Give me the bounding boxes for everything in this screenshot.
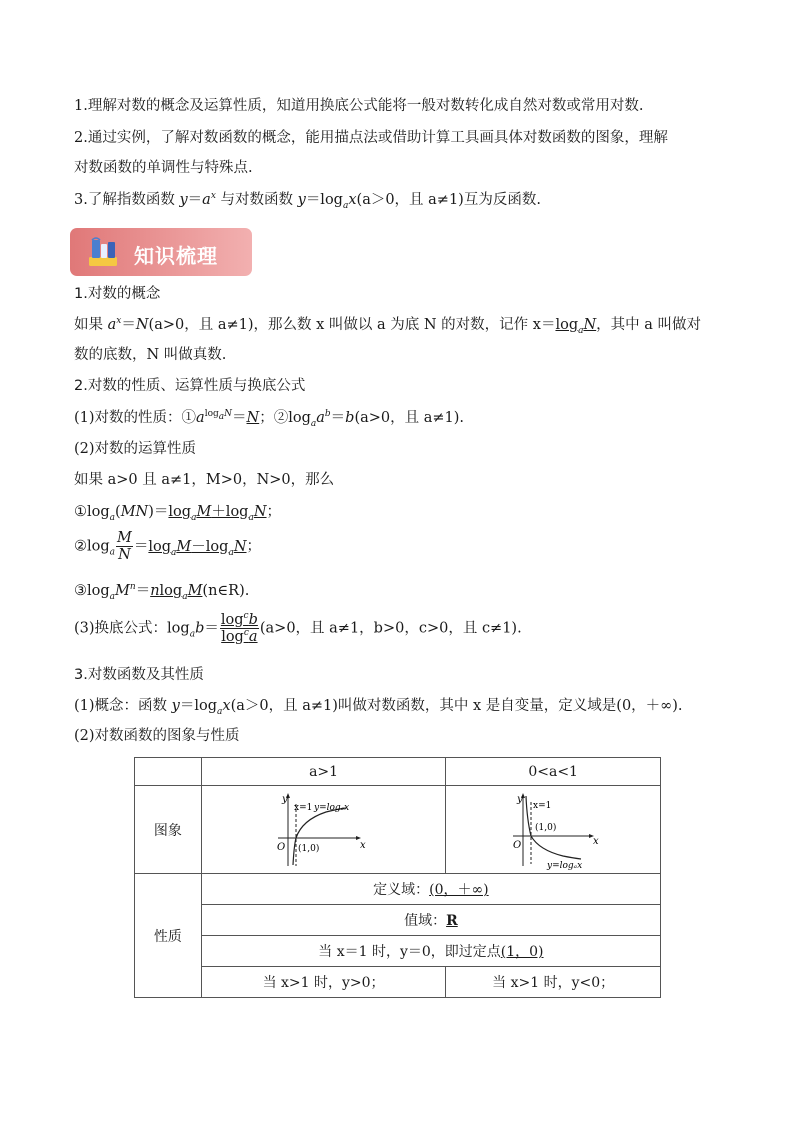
s3-graph-heading: (2)对数函数的图象与性质	[74, 728, 240, 744]
objective-2-line1: 2.通过实例，了解对数函数的概念，能用描点法或借助计算工具画具体对数函数的图象，理解	[74, 130, 668, 146]
s2-property-1: (1)对数的性质：$①a^{log_aN}=N$；$②\log_aa^b=b(a>0$，且 a≠1).	[74, 409, 465, 429]
s2-rule-1: $①\log_a(MN)=\log_aM+\log_aN$；	[74, 504, 282, 523]
graph2-point-label: (1,0)	[535, 822, 557, 833]
section-title: 知识梳理	[134, 244, 218, 268]
monotonic-a-gt-1: 当 x>1 时，y>0；	[201, 967, 446, 998]
range-cell: 值域：R	[201, 905, 660, 936]
graph-a-between-0-1	[493, 790, 613, 870]
s1-definition-line2: 数的底数，N 叫做真数.	[74, 347, 227, 363]
s2-rule-3: $③\log_aM^n=nlog_aM(n\in R)$.	[74, 582, 250, 602]
fixed-point-value: (1，0)	[500, 944, 544, 960]
graph2-line-label: x=1	[533, 800, 552, 811]
section-badge	[70, 228, 252, 276]
objective-2-line2: 对数函数的单调性与特殊点.	[74, 160, 253, 176]
monotonic-a-between-0-1: 当 x>1 时，y<0；	[446, 967, 661, 998]
graph2-x-label: x	[593, 835, 599, 847]
header-a-gt-1: a>1	[201, 758, 446, 786]
graph1-curve-label: y=logₐx	[313, 802, 349, 813]
domain-value: (0，＋∞)	[429, 882, 489, 898]
graph2-origin: O	[513, 839, 522, 851]
s2-condition: 如果 a>0 且 a≠1，M>0，N>0，那么	[74, 472, 335, 488]
graph2-y-label: y	[517, 793, 523, 805]
s3-heading: 3.对数函数及其性质	[74, 667, 204, 683]
s2-rule-2: $②\log_a$ $\frac{M}{N}$ $=\log_aM-\log_aN$；	[74, 530, 261, 563]
book-icon	[86, 235, 120, 269]
graph-a-between-0-1-cell	[446, 786, 661, 874]
s1-heading: 1.对数的概念	[74, 286, 161, 302]
s1-definition-line1: 如果 $a^x=N(a>0$，且 a≠1)，那么数 x 叫做以 a 为底 N 的对数，记作 $x=\log_aN$，其中 a 叫做对	[74, 316, 702, 336]
graph-a-gt-1	[264, 790, 384, 870]
row-label-properties: 性质	[135, 874, 202, 998]
graph2-curve-label: y=logₐx	[547, 860, 583, 870]
row-label-graph: 图象	[135, 786, 202, 874]
s3-concept: (1)概念：函数 $y=\log_ax(a>0$，且 a≠1)叫做对数函数，其中 x 是自变量，定义域是(0，＋∞).	[74, 698, 683, 717]
objective-1: 1.理解对数的概念及运算性质，知道用换底公式能将一般对数转化成自然对数或常用对数.	[74, 98, 644, 114]
graph1-origin: O	[276, 841, 285, 853]
table-corner	[135, 758, 202, 786]
objective-3: 3.了解指数函数 $y=a^x$ 与对数函数 $y=\log_ax(a>0$，且 a≠1)互为反函数.	[74, 191, 541, 211]
fixed-point-cell: 当 x＝1 时，y＝0，即过定点(1，0)	[201, 936, 660, 967]
s2-heading: 2.对数的性质、运算性质与换底公式	[74, 378, 306, 394]
graph-a-gt-1-cell	[201, 786, 446, 874]
graph1-point-label: (1,0)	[297, 843, 319, 854]
graph1-line-label: x=1	[293, 802, 312, 813]
range-value: R	[446, 913, 458, 929]
graph1-x-label: x	[359, 839, 366, 851]
log-function-table	[134, 757, 661, 998]
header-a-between-0-1: 0<a<1	[446, 758, 661, 786]
domain-cell: 定义域：(0，＋∞)	[201, 874, 660, 905]
s2-property-2-heading: (2)对数的运算性质	[74, 441, 197, 457]
graph1-y-label: y	[281, 793, 288, 805]
s2-change-of-base: (3)换底公式：$\log_ab=$ $\frac{\log^cb}{\log^ca}$ (a>0，且 a≠1，b>0，c>0，且 c≠1).	[74, 611, 522, 645]
